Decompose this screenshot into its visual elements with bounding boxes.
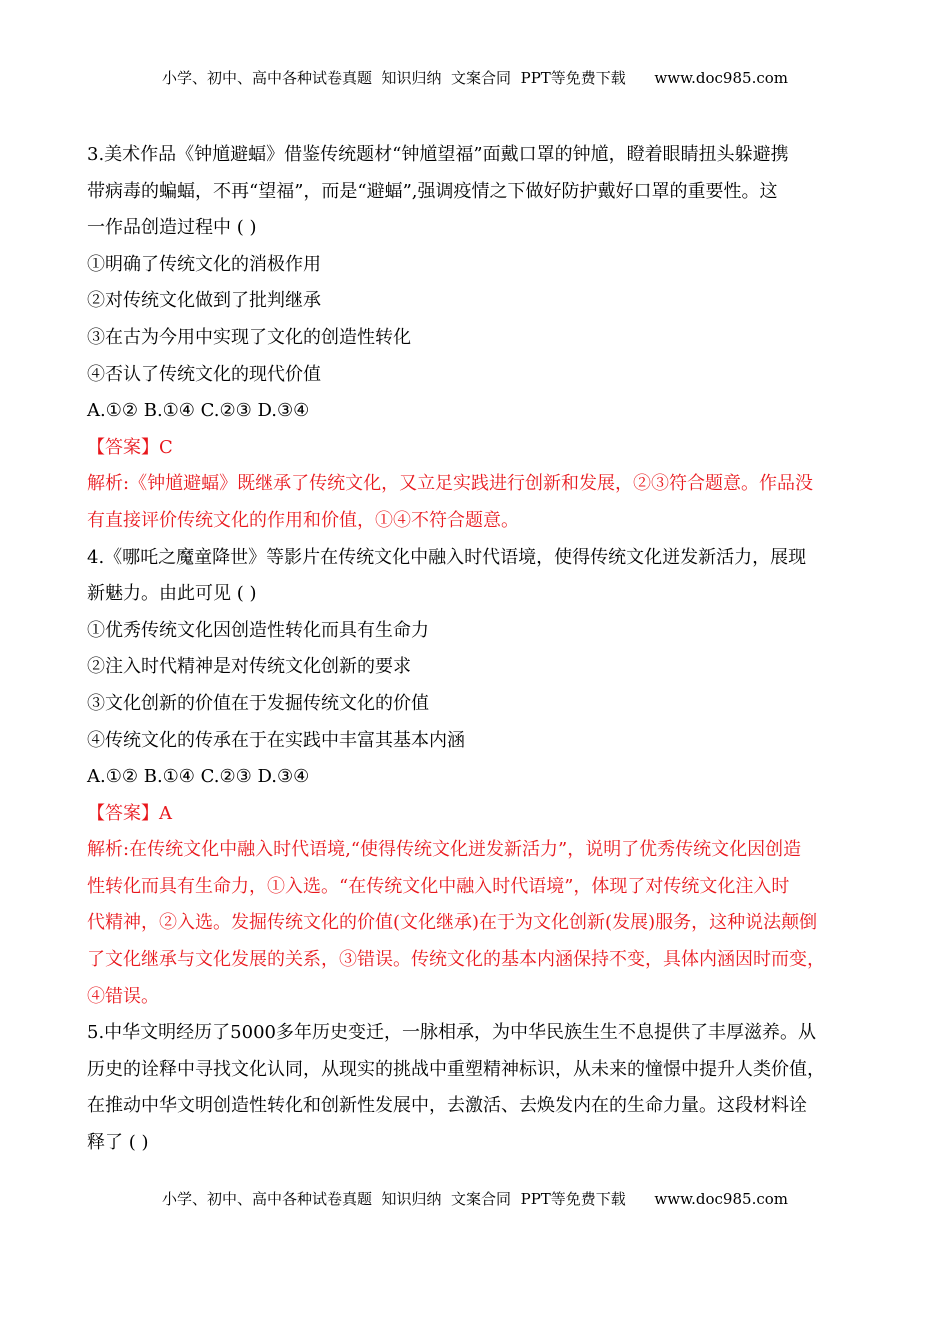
page-header: 小学、初中、高中各种试卷真题 知识归纳 文案合同 PPT等免费下载 www.doc985.com bbox=[161, 69, 788, 87]
option-3: ③文化创新的价值在于发掘传统文化的价值 bbox=[87, 692, 429, 714]
analysis-line: 解析:《钟馗避蝠》既继承了传统文化，又立足实践进行创新和发展，②③符合题意。作品没 bbox=[87, 473, 814, 495]
option-2: ②对传统文化做到了批判继承 bbox=[87, 290, 321, 312]
question-4 bbox=[87, 540, 867, 1016]
question-stem-line: 在推动中华文明创造性转化和创新性发展中，去激活、去焕发内在的生命力量。这段材料诠 bbox=[87, 1095, 807, 1117]
option-1: ①优秀传统文化因创造性转化而具有生命力 bbox=[87, 619, 429, 641]
option-4: ④传统文化的传承在于在实践中丰富其基本内涵 bbox=[87, 729, 465, 751]
answer-choices: A.①② B.①④ C.②③ D.③④ bbox=[87, 400, 310, 422]
option-1: ①明确了传统文化的消极作用 bbox=[87, 253, 321, 275]
analysis-line: 有直接评价传统文化的作用和价值，①④不符合题意。 bbox=[87, 509, 519, 531]
answer-label: 【答案】A bbox=[87, 802, 172, 824]
question-stem-line: 历史的诠释中寻找文化认同，从现实的挑战中重塑精神标识，从未来的憧憬中提升人类价值， bbox=[87, 1058, 825, 1080]
question-stem-line: 带病毒的蝙蝠，不再“望福”，而是“避蝠”,强调疫情之下做好防护戴好口罩的重要性。这 bbox=[87, 180, 778, 202]
question-stem-line: 新魅力。由此可见 ( ) bbox=[87, 583, 257, 605]
analysis-line: 解析:在传统文化中融入时代语境,“使得传统文化迸发新活力”，说明了优秀传统文化因创造 bbox=[87, 839, 802, 861]
analysis-line: 性转化而具有生命力，①入选。“在传统文化中融入时代语境”，体现了对传统文化注入时 bbox=[87, 875, 790, 897]
question-stem-line: 5.中华文明经历了5000多年历史变迁，一脉相承，为中华民族生生不息提供了丰厚滋养。从 bbox=[87, 1022, 816, 1044]
question-stem-line: 3.美术作品《钟馗避蝠》借鉴传统题材“钟馗望福”面戴口罩的钟馗，瞪着眼睛扭头躲避携 bbox=[87, 144, 789, 165]
question-stem-line: 释了 ( ) bbox=[87, 1132, 149, 1154]
question-5 bbox=[87, 1015, 867, 1161]
analysis-line: 了文化继承与文化发展的关系，③错误。传统文化的基本内涵保持不变，具体内涵因时而变， bbox=[87, 949, 825, 971]
page-footer: 小学、初中、高中各种试卷真题 知识归纳 文案合同 PPT等免费下载 www.doc985.com bbox=[161, 1190, 788, 1208]
answer-choices: A.①② B.①④ C.②③ D.③④ bbox=[87, 766, 310, 788]
answer-label: 【答案】C bbox=[87, 436, 173, 458]
question-stem-line: 4.《哪吒之魔童降世》等影片在传统文化中融入时代语境，使得传统文化迸发新活力，展现 bbox=[87, 546, 807, 568]
option-2: ②注入时代精神是对传统文化创新的要求 bbox=[87, 656, 411, 678]
question-content bbox=[87, 137, 867, 1162]
question-stem-line: 一作品创造过程中 ( ) bbox=[87, 217, 257, 239]
analysis-line: 代精神，②入选。发掘传统文化的价值(文化继承)在于为文化创新(发展)服务，这种说法颠倒 bbox=[87, 912, 818, 934]
question-3 bbox=[87, 137, 867, 540]
option-4: ④否认了传统文化的现代价值 bbox=[87, 363, 321, 385]
option-3: ③在古为今用中实现了文化的创造性转化 bbox=[87, 326, 411, 348]
analysis-line: ④错误。 bbox=[87, 985, 159, 1007]
